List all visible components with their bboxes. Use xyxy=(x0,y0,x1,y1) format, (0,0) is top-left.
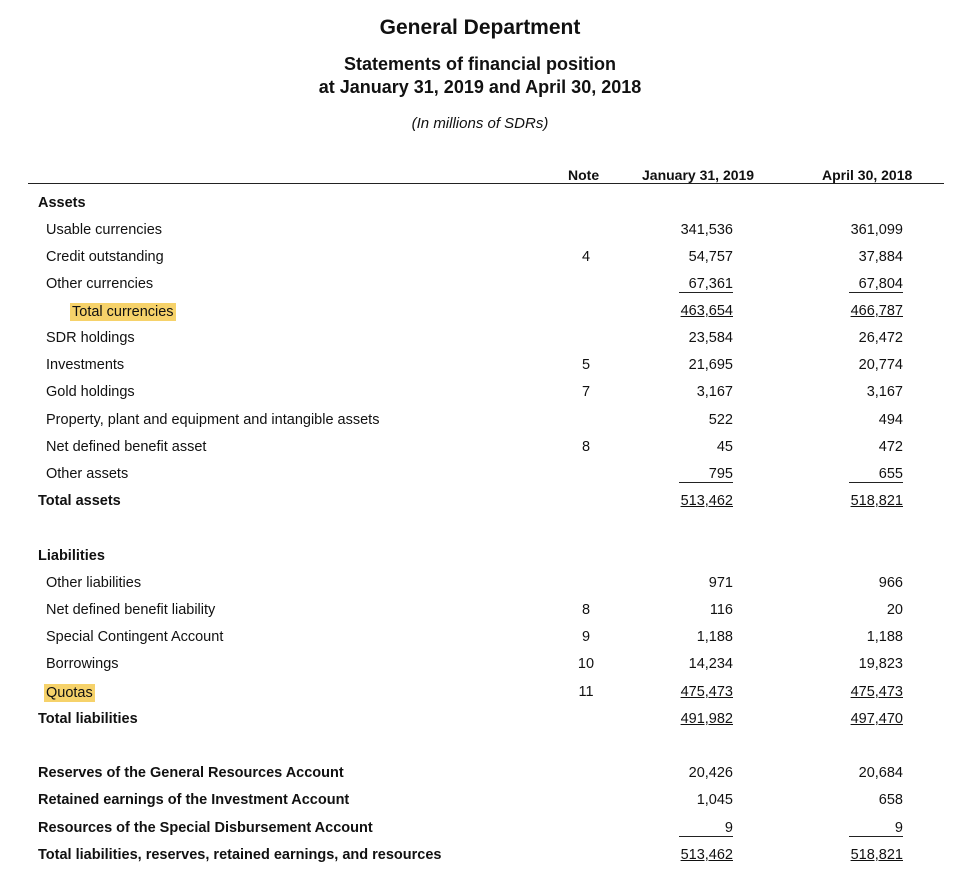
table-row-quotas xyxy=(0,684,960,704)
row-label: Other liabilities xyxy=(46,575,142,591)
row-label: Investments xyxy=(46,357,125,373)
row-value-2019: 45 xyxy=(716,439,733,455)
table-row xyxy=(0,439,960,459)
row-value-2019: 522 xyxy=(708,412,733,428)
row-value-2019: 23,584 xyxy=(688,330,733,346)
row-note: 4 xyxy=(581,249,591,265)
row-note: 5 xyxy=(581,357,591,373)
row-label: Total liabilities, reserves, retained earnings, and resources xyxy=(38,847,442,863)
row-label: Other assets xyxy=(46,466,129,482)
row-value-2019: 9 xyxy=(679,820,733,837)
row-label: Resources of the Special Disbursement Account xyxy=(38,820,373,836)
row-value-2018: 494 xyxy=(878,412,903,428)
row-value-2019: 341,536 xyxy=(680,222,733,238)
table-row xyxy=(0,249,960,269)
row-label: Total assets xyxy=(38,493,121,509)
table-row xyxy=(0,792,960,812)
row-label: Special Contingent Account xyxy=(46,629,224,645)
row-label-highlighted: Quotas xyxy=(46,685,93,701)
table-row xyxy=(0,466,960,486)
units-note: (In millions of SDRs) xyxy=(411,115,549,132)
table-row-total-liabilities xyxy=(0,711,960,731)
row-label: Retained earnings of the Investment Account xyxy=(38,792,350,808)
row-note: 9 xyxy=(581,629,591,645)
row-note: 11 xyxy=(578,684,594,700)
row-value-2018: 20 xyxy=(886,602,903,618)
row-value-2018: 26,472 xyxy=(858,330,903,346)
table-row xyxy=(0,575,960,595)
row-value-2019: 971 xyxy=(708,575,733,591)
table-row xyxy=(0,330,960,350)
row-value-2018: 67,804 xyxy=(849,276,903,293)
column-header-note: Note xyxy=(568,167,600,183)
row-label: Net defined benefit asset xyxy=(46,439,207,455)
row-value-2019: 67,361 xyxy=(679,276,733,293)
row-value-2019: 116 xyxy=(709,602,733,618)
row-value-2018: 3,167 xyxy=(866,384,903,400)
row-value-2019: 1,045 xyxy=(696,792,733,808)
statement-title: Statements of financial position xyxy=(343,54,617,74)
row-value-2018: 361,099 xyxy=(850,222,903,238)
row-label: Other currencies xyxy=(46,276,154,292)
row-value-2018: 475,473 xyxy=(850,684,903,700)
row-label: Total liabilities xyxy=(38,711,138,727)
row-value-2018: 9 xyxy=(849,820,903,837)
row-value-2019: 20,426 xyxy=(688,765,733,781)
row-label: Gold holdings xyxy=(46,384,135,400)
row-label: Net defined benefit liability xyxy=(46,602,216,618)
row-value-2018: 1,188 xyxy=(866,629,903,645)
row-label: Reserves of the General Resources Account xyxy=(38,765,344,781)
row-value-2018: 497,470 xyxy=(850,711,903,727)
table-row-total-currencies xyxy=(0,303,960,323)
table-row xyxy=(0,412,960,432)
row-value-2018: 20,774 xyxy=(858,357,903,373)
row-label-highlighted: Total currencies xyxy=(72,304,174,320)
row-value-2018: 37,884 xyxy=(858,249,903,265)
table-row xyxy=(0,820,960,840)
row-value-2018: 655 xyxy=(849,466,903,483)
row-value-2018: 518,821 xyxy=(850,493,903,509)
row-value-2019: 463,654 xyxy=(680,303,733,319)
row-value-2019: 795 xyxy=(679,466,733,483)
header-divider xyxy=(28,183,944,184)
row-value-2019: 21,695 xyxy=(688,357,733,373)
row-label: Credit outstanding xyxy=(46,249,164,265)
table-row xyxy=(0,384,960,404)
statement-date: at January 31, 2019 and April 30, 2018 xyxy=(318,77,642,97)
row-value-2019: 513,462 xyxy=(680,847,733,863)
table-row xyxy=(0,602,960,622)
row-note: 7 xyxy=(581,384,591,400)
row-value-2019: 1,188 xyxy=(696,629,733,645)
row-value-2019: 14,234 xyxy=(688,656,733,672)
row-note: 8 xyxy=(581,602,591,618)
row-value-2018: 472 xyxy=(878,439,903,455)
page-title: General Department xyxy=(379,16,581,39)
table-row-total-assets xyxy=(0,493,960,513)
section-heading-assets xyxy=(0,195,960,215)
row-value-2018: 518,821 xyxy=(850,847,903,863)
table-row xyxy=(0,276,960,296)
row-label: Usable currencies xyxy=(46,222,163,238)
section-heading-liabilities xyxy=(0,548,960,568)
table-row-grand-total xyxy=(0,847,960,867)
table-row xyxy=(0,357,960,377)
table-row xyxy=(0,629,960,649)
row-value-2018: 19,823 xyxy=(858,656,903,672)
row-value-2019: 3,167 xyxy=(696,384,733,400)
row-note: 8 xyxy=(581,439,591,455)
table-row xyxy=(0,656,960,676)
row-value-2019: 475,473 xyxy=(680,684,733,700)
row-value-2018: 966 xyxy=(878,575,903,591)
table-row xyxy=(0,222,960,242)
row-label: SDR holdings xyxy=(46,330,135,346)
table-row xyxy=(0,765,960,785)
column-header-apr-2018: April 30, 2018 xyxy=(822,167,913,183)
row-value-2019: 54,757 xyxy=(688,249,733,265)
row-value-2018: 466,787 xyxy=(850,303,903,319)
row-label: Assets xyxy=(38,195,86,211)
row-value-2019: 491,982 xyxy=(680,711,733,727)
row-value-2019: 513,462 xyxy=(680,493,733,509)
column-header-jan-2019: January 31, 2019 xyxy=(642,167,755,183)
row-note: 10 xyxy=(577,656,595,672)
row-label: Property, plant and equipment and intangible assets xyxy=(46,412,380,428)
row-value-2018: 20,684 xyxy=(858,765,903,781)
row-label: Borrowings xyxy=(46,656,119,672)
row-value-2018: 658 xyxy=(878,792,903,808)
row-label: Liabilities xyxy=(38,548,105,564)
